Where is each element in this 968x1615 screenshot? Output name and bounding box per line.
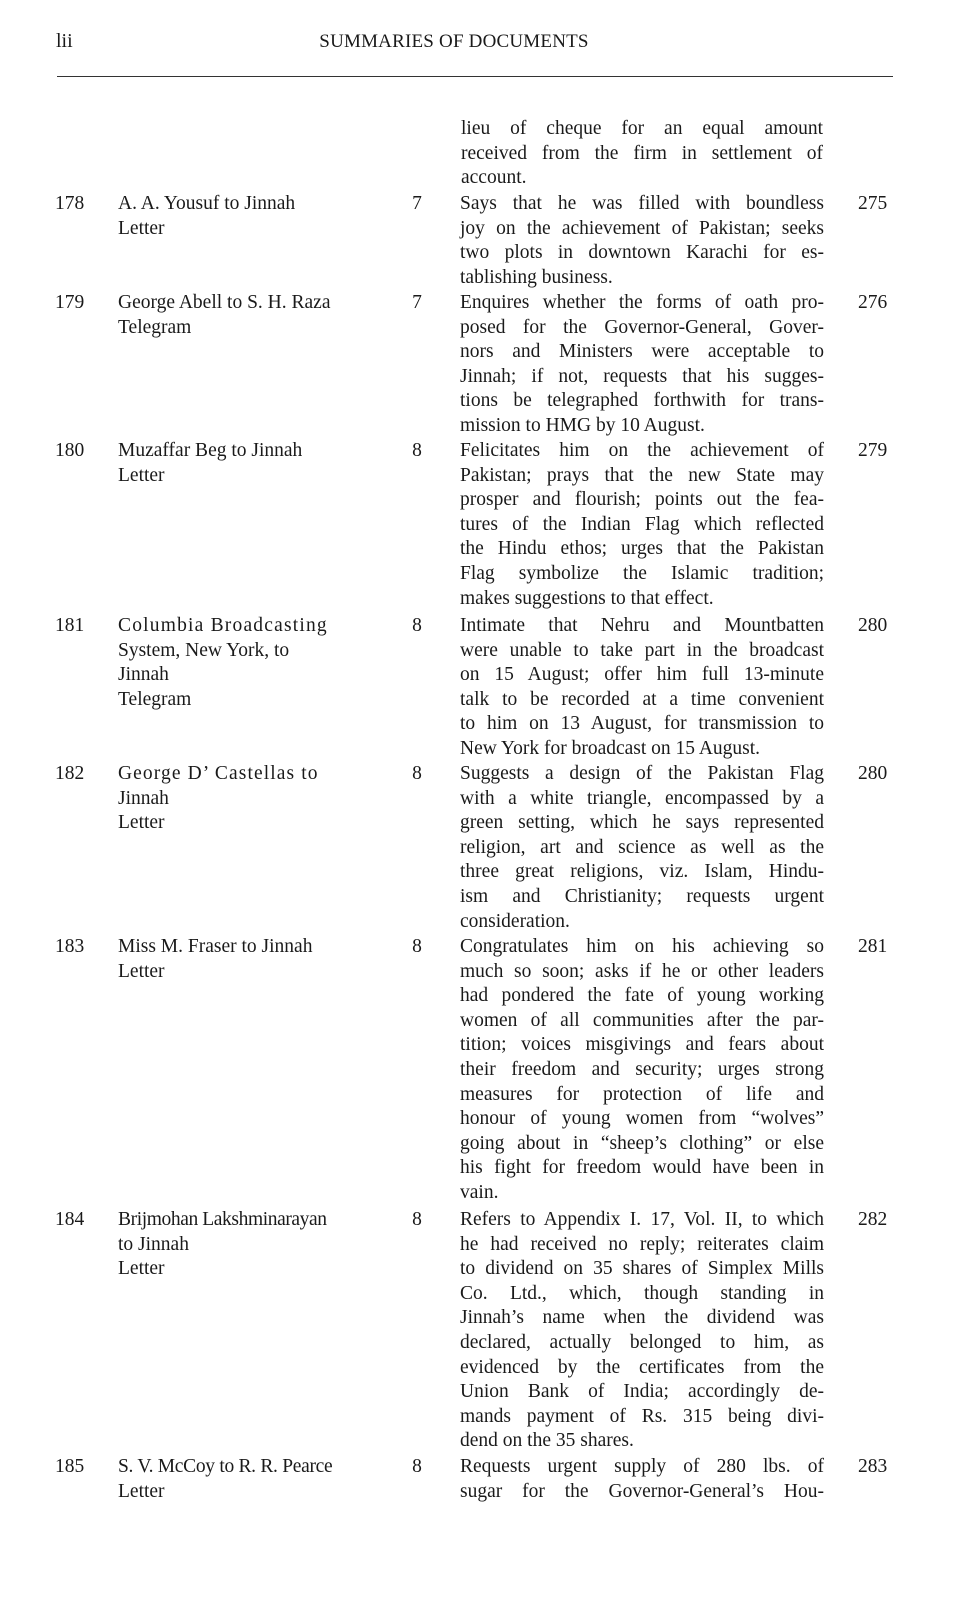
- summary-line: posed for the Governor-General, Gover-: [460, 316, 824, 338]
- running-head: SUMMARIES OF DOCUMENTS: [319, 31, 589, 52]
- summary-line: lieu of cheque for an equal amount: [461, 118, 823, 139]
- summary-line: measures for protection of life and: [460, 1083, 824, 1105]
- entry-from: [118, 192, 378, 241]
- summary-line: green setting, which he says represented: [460, 812, 824, 834]
- entry-from: [118, 291, 378, 340]
- header-rule: [57, 76, 893, 77]
- summary-line: Felicitates him on the achievement of: [460, 440, 824, 461]
- summary-line: had pondered the fate of young working: [460, 985, 824, 1007]
- entry-from: [118, 762, 378, 836]
- entry-page: 276: [858, 292, 888, 313]
- summary-line: received from the firm in settlement of: [461, 142, 823, 164]
- entry-page: 281: [858, 936, 888, 957]
- entry-number: 182: [55, 763, 85, 784]
- from-line: Brijmohan Lakshminarayan: [118, 1209, 327, 1230]
- summary-line: two plots in downtown Karachi for es-: [460, 242, 824, 264]
- entry-from: [118, 935, 378, 984]
- entry-number: 178: [55, 193, 85, 214]
- entry-number: 185: [55, 1456, 85, 1477]
- summary-line: tablishing business.: [460, 266, 613, 288]
- entry-summary: [460, 614, 824, 762]
- summary-line: Flag symbolize the Islamic tradition;: [460, 562, 824, 584]
- summary-line: New York for broadcast on 15 August.: [460, 737, 761, 759]
- summary-line: tures of the Indian Flag which reflected: [460, 513, 824, 535]
- summary-line: declared, actually belonged to him, as: [460, 1331, 824, 1353]
- entry-number: 181: [55, 615, 85, 636]
- entry-page: 282: [858, 1209, 888, 1230]
- from-line: Columbia Broadcasting: [118, 615, 328, 636]
- summary-line: tition; voices misgivings and fears about: [460, 1034, 824, 1056]
- summary-line: much so soon; asks if he or other leaders: [460, 960, 824, 982]
- from-line: Telegram: [118, 316, 192, 338]
- summary-line: Requests urgent supply of 280 lbs. of: [460, 1456, 824, 1477]
- entry-number: 180: [55, 440, 85, 461]
- entry-summary: [460, 1455, 824, 1504]
- summary-line: Congratulates him on his achieving so: [460, 936, 824, 957]
- entry-date: 7: [412, 292, 422, 313]
- summary-line: tions be telegraphed forthwith for trans-: [460, 390, 824, 412]
- from-line: George D’ Castellas to: [118, 763, 319, 784]
- summary-line: Jinnah’s name when the dividend was: [460, 1307, 824, 1329]
- from-line: Letter: [118, 1480, 165, 1502]
- summary-line: Enquires whether the forms of oath pro-: [460, 292, 824, 313]
- entry-date: 8: [412, 615, 422, 636]
- entry-from: [118, 614, 378, 712]
- summary-line: to dividend on 35 shares of Simplex Mills: [460, 1258, 824, 1280]
- from-line: Jinnah: [118, 787, 169, 809]
- summary-line: mission to HMG by 10 August.: [460, 414, 705, 436]
- from-line: System, New York, to: [118, 639, 290, 661]
- summary-line: makes suggestions to that effect.: [460, 587, 714, 609]
- entry-summary: [460, 439, 824, 611]
- entry-page: 279: [858, 440, 888, 461]
- entry-page: 275: [858, 193, 888, 214]
- summary-line: evidenced by the certificates from the: [460, 1356, 824, 1378]
- from-line: Telegram: [118, 688, 192, 710]
- summary-line: Suggests a design of the Pakistan Flag: [460, 763, 824, 784]
- entry-summary: [460, 1208, 824, 1454]
- entry-date: 8: [412, 936, 422, 957]
- from-line: Miss M. Fraser to Jinnah: [118, 936, 313, 957]
- entry-number: 179: [55, 292, 85, 313]
- summary-line: consideration.: [460, 910, 570, 932]
- summary-line: women of all communities after the par-: [460, 1009, 824, 1031]
- summary-line: dend on the 35 shares.: [460, 1430, 634, 1452]
- summary-line: account.: [461, 167, 527, 189]
- from-line: Letter: [118, 217, 165, 239]
- summary-line: honour of young women from “wolves”: [460, 1108, 824, 1130]
- summary-line: he had received no reply; reiterates claim: [460, 1233, 824, 1255]
- entry-number: 184: [55, 1209, 85, 1230]
- entry-number: 183: [55, 936, 85, 957]
- summary-line: Co. Ltd., which, though standing in: [460, 1282, 824, 1304]
- entry-summary: [460, 192, 824, 290]
- from-line: Letter: [118, 960, 165, 982]
- summary-line: joy on the achievement of Pakistan; seeks: [460, 217, 824, 239]
- summary-line: sugar for the Governor-General’s Hou-: [460, 1480, 824, 1502]
- from-line: Jinnah: [118, 664, 169, 686]
- summary-line: with a white triangle, encompassed by a: [460, 787, 824, 809]
- from-line: Muzaffar Beg to Jinnah: [118, 440, 303, 461]
- summary-line: the Hindu ethos; urges that the Pakistan: [460, 538, 824, 560]
- summary-line: his fight for freedom would have been in: [460, 1157, 824, 1179]
- summary-line: Intimate that Nehru and Mountbatten: [460, 615, 824, 636]
- entry-date: 8: [412, 763, 422, 784]
- entry-from: [118, 439, 378, 488]
- summary-line: vain.: [460, 1181, 499, 1203]
- from-line: Letter: [118, 1258, 165, 1280]
- entry-summary: [460, 935, 824, 1206]
- summary-line: nors and Ministers were acceptable to: [460, 341, 824, 363]
- summary-line: on 15 August; offer him full 13-minute: [460, 664, 824, 686]
- summary-line: Says that he was filled with boundless: [460, 193, 824, 214]
- entry-date: 8: [412, 1456, 422, 1477]
- summary-line: mands payment of Rs. 315 being divi-: [460, 1405, 824, 1427]
- summary-line: ism and Christianity; requests urgent: [460, 885, 824, 907]
- summary-line: Pakistan; prays that the new State may: [460, 464, 824, 486]
- entry-date: 8: [412, 440, 422, 461]
- entry-page: 283: [858, 1456, 888, 1477]
- summary-line: going about in “sheep’s clothing” or else: [460, 1132, 824, 1154]
- entry-summary: [460, 291, 824, 439]
- from-line: Letter: [118, 812, 165, 834]
- continued-summary: [461, 117, 823, 191]
- from-line: A. A. Yousuf to Jinnah: [118, 193, 296, 214]
- summary-line: were unable to take part in the broadcast: [460, 639, 824, 661]
- summary-line: Jinnah; if not, requests that his sugges-: [460, 365, 824, 387]
- entry-date: 7: [412, 193, 422, 214]
- entry-date: 8: [412, 1209, 422, 1230]
- entry-page: 280: [858, 763, 888, 784]
- summary-line: religion, art and science as well as the: [460, 836, 824, 858]
- summary-line: talk to be recorded at a time convenient: [460, 688, 824, 710]
- summary-line: prosper and flourish; points out the fea-: [460, 489, 824, 511]
- from-line: to Jinnah: [118, 1233, 189, 1255]
- entry-summary: [460, 762, 824, 934]
- entry-from: [118, 1455, 378, 1504]
- summary-line: Refers to Appendix I. 17, Vol. II, to which: [460, 1209, 824, 1230]
- from-line: Letter: [118, 464, 165, 486]
- summary-line: Union Bank of India; accordingly de-: [460, 1381, 824, 1403]
- from-line: S. V. McCoy to R. R. Pearce: [118, 1456, 333, 1477]
- page-number: lii: [56, 30, 73, 52]
- summary-line: to him on 13 August, for transmission to: [460, 713, 824, 735]
- entry-page: 280: [858, 615, 888, 636]
- summary-line: three great religions, viz. Islam, Hindu-: [460, 861, 824, 883]
- from-line: George Abell to S. H. Raza: [118, 292, 331, 313]
- summary-line: their freedom and security; urges strong: [460, 1058, 824, 1080]
- entry-from: [118, 1208, 378, 1282]
